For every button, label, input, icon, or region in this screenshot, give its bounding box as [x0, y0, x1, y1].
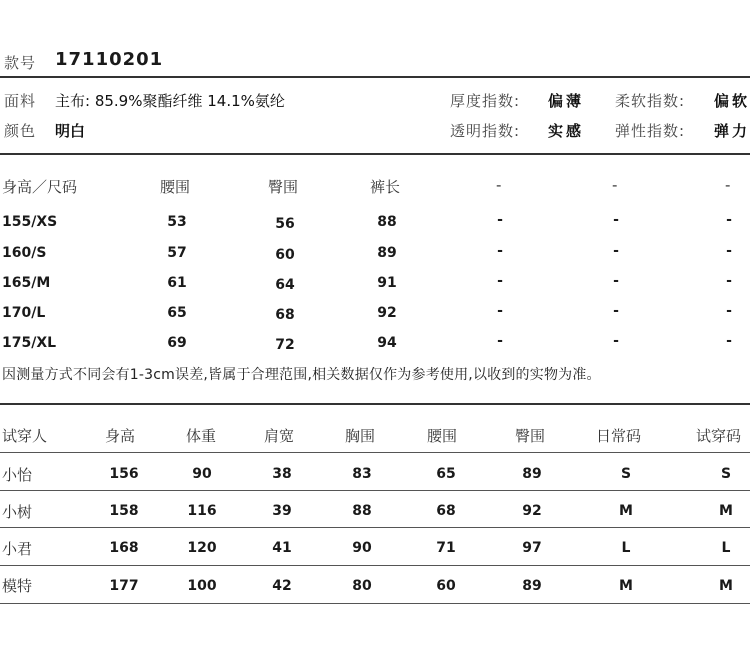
tryon-cell: 92: [522, 503, 542, 519]
color-value: 明白: [55, 122, 86, 140]
size-cell: 92: [377, 305, 397, 321]
size-cell: -: [613, 243, 619, 259]
tryon-cell: 41: [272, 540, 292, 556]
tryon-header: 胸围: [345, 427, 376, 445]
tryon-cell: 80: [352, 578, 372, 594]
tryon-cell: M: [719, 503, 733, 519]
size-cell: -: [726, 333, 732, 349]
fabric-value: 主布: 85.9%聚酯纤维 14.1%氨纶: [55, 92, 285, 110]
thickness-index-label: 厚度指数:: [450, 92, 521, 110]
tryon-cell: 177: [109, 578, 139, 594]
thickness-index-value: 偏薄: [548, 92, 585, 110]
size-cell: 91: [377, 275, 397, 291]
size-cell: 94: [377, 335, 397, 351]
divider: [0, 153, 750, 155]
size-cell: -: [613, 212, 619, 228]
size-header-height-size: 身高／尺码: [2, 178, 78, 196]
tryon-cell: S: [720, 466, 732, 482]
size-header-dash: -: [612, 176, 618, 194]
size-cell: -: [613, 303, 619, 319]
tryon-cell: 88: [352, 503, 372, 519]
size-cell: -: [497, 212, 503, 228]
tryon-cell: 89: [522, 578, 542, 594]
color-label: 颜色: [4, 122, 37, 140]
tryon-cell: L: [721, 540, 731, 556]
transparency-index-label: 透明指数:: [450, 122, 521, 140]
size-cell: 65: [167, 305, 187, 321]
tryon-cell: M: [619, 503, 633, 519]
row-divider: [0, 490, 750, 491]
tryon-header: 日常码: [596, 427, 642, 445]
tryon-cell: 68: [436, 503, 456, 519]
tryon-cell: L: [621, 540, 631, 556]
size-cell: -: [497, 243, 503, 259]
size-cell: -: [613, 273, 619, 289]
tryon-person-name: 模特: [2, 577, 33, 595]
size-cell: -: [613, 333, 619, 349]
softness-index-value: 偏软: [714, 92, 750, 110]
size-header-waist: 腰围: [160, 178, 191, 196]
tryon-cell: 100: [187, 578, 217, 594]
size-cell: 56: [275, 216, 295, 232]
row-divider: [0, 452, 750, 453]
tryon-cell: 116: [187, 503, 217, 519]
tryon-person-name: 小怡: [2, 466, 33, 484]
softness-index-label: 柔软指数:: [615, 92, 686, 110]
tryon-header: 身高: [105, 427, 136, 445]
tryon-cell: 90: [352, 540, 372, 556]
style-number-value: 17110201: [55, 49, 164, 70]
tryon-header: 肩宽: [264, 427, 295, 445]
size-cell: 57: [167, 245, 187, 261]
tryon-cell: 39: [272, 503, 292, 519]
tryon-cell: 71: [436, 540, 456, 556]
elasticity-index-label: 弹性指数:: [615, 122, 686, 140]
size-cell: 170/L: [2, 305, 46, 321]
tryon-cell: 97: [522, 540, 542, 556]
size-cell: 64: [275, 277, 295, 293]
tryon-person-name: 小君: [2, 540, 33, 558]
size-header-dash: -: [496, 176, 502, 194]
tryon-cell: 89: [522, 466, 542, 482]
size-cell: 160/S: [2, 245, 47, 261]
tryon-header: 臀围: [515, 427, 546, 445]
tryon-cell: 120: [187, 540, 217, 556]
tryon-cell: 168: [109, 540, 139, 556]
measurement-note: 因测量方式不同会有1-3cm误差,皆属于合理范围,相关数据仅作为参考使用,以收到的实物为准。: [2, 367, 601, 383]
size-cell: -: [497, 273, 503, 289]
size-cell: 61: [167, 275, 187, 291]
fabric-label: 面料: [4, 92, 37, 110]
tryon-cell: 90: [192, 466, 212, 482]
size-cell: -: [726, 212, 732, 228]
row-divider: [0, 527, 750, 528]
size-cell: 69: [167, 335, 187, 351]
size-cell: -: [497, 303, 503, 319]
size-cell: 72: [275, 337, 295, 353]
divider: [0, 76, 750, 78]
size-header-length: 裤长: [370, 178, 401, 196]
divider: [0, 403, 750, 405]
row-divider: [0, 603, 750, 604]
size-cell: 88: [377, 214, 397, 230]
size-cell: 155/XS: [2, 214, 58, 230]
tryon-cell: 158: [109, 503, 139, 519]
tryon-cell: S: [620, 466, 632, 482]
size-cell: 53: [167, 214, 187, 230]
tryon-header: 试穿码: [696, 427, 742, 445]
tryon-cell: 65: [436, 466, 456, 482]
tryon-cell: M: [719, 578, 733, 594]
tryon-cell: 83: [352, 466, 372, 482]
tryon-cell: M: [619, 578, 633, 594]
tryon-cell: 60: [436, 578, 456, 594]
tryon-cell: 156: [109, 466, 139, 482]
tryon-cell: 42: [272, 578, 292, 594]
elasticity-index-value: 弹力: [714, 122, 750, 140]
tryon-header: 体重: [186, 427, 217, 445]
size-cell: -: [726, 303, 732, 319]
size-cell: -: [497, 333, 503, 349]
style-number-label: 款号: [4, 54, 37, 72]
size-cell: 89: [377, 245, 397, 261]
size-cell: 68: [275, 307, 295, 323]
tryon-header: 试穿人: [2, 427, 48, 445]
size-header-hip: 臀围: [268, 178, 299, 196]
transparency-index-value: 实感: [548, 122, 585, 140]
size-cell: -: [726, 243, 732, 259]
size-header-dash: -: [725, 176, 731, 194]
row-divider: [0, 565, 750, 566]
size-cell: 165/M: [2, 275, 51, 291]
size-cell: -: [726, 273, 732, 289]
size-cell: 60: [275, 247, 295, 263]
tryon-header: 腰围: [427, 427, 458, 445]
size-cell: 175/XL: [2, 335, 57, 351]
tryon-cell: 38: [272, 466, 292, 482]
tryon-person-name: 小树: [2, 503, 33, 521]
